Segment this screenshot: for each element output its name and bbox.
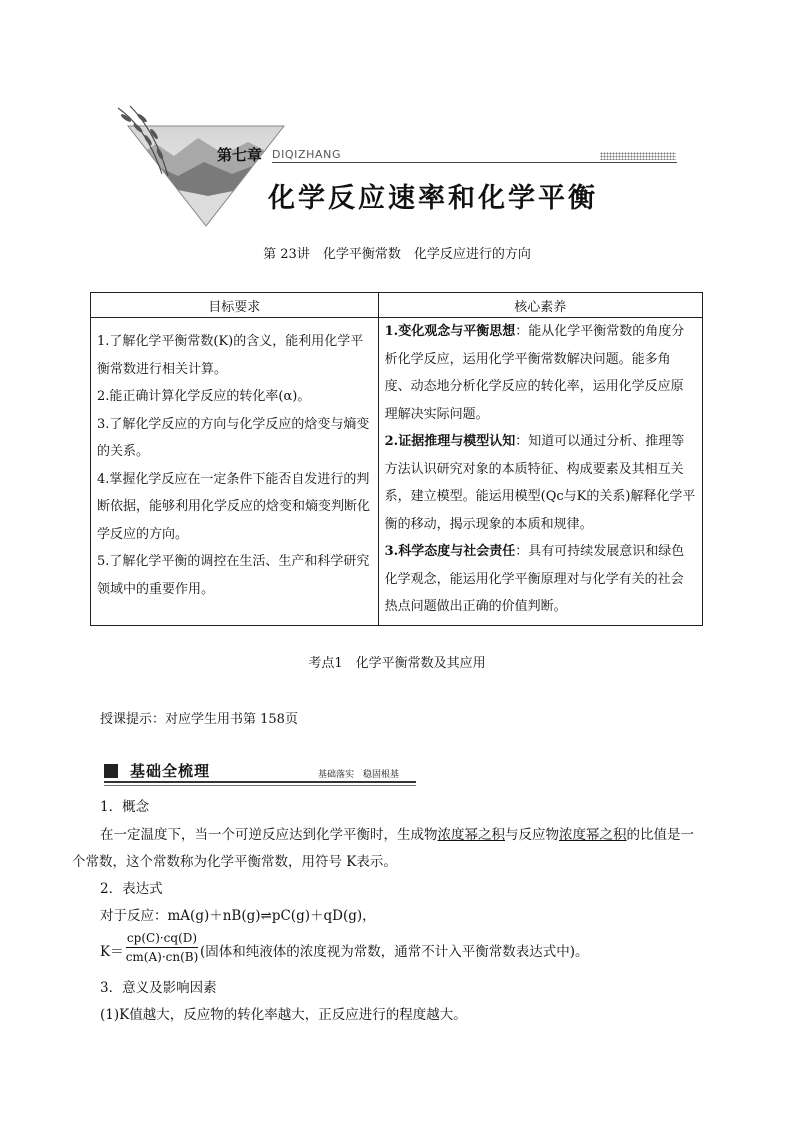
s1-text-b: 与反应物: [505, 827, 559, 843]
competency-body: ：知道可以通过分析、推理等方法认识研究对象的本质特征、构成要素及其相互关系，建立模型。能运用模型(Qc与K的关系)解释化学平衡的移动，揭示现象的本质和规律。: [384, 434, 696, 532]
col-header-goals: 目标要求: [91, 293, 379, 318]
goals-table-header: [91, 293, 703, 318]
s2-reaction: 对于反应：mA(g)＋nB(g)⇌pC(g)＋qD(g)，: [100, 908, 376, 924]
competency-head: 3.科学态度与社会责任: [384, 544, 516, 559]
competency-head: 2.证据推理与模型认知: [384, 434, 516, 449]
s1-heading: 1．概念: [100, 799, 150, 815]
chapter-title: 化学反应速率和化学平衡: [268, 183, 598, 214]
s1-paragraph-line2: 个常数，这个常数称为化学平衡常数，用符号 K表示。: [72, 854, 397, 870]
goal-item: 4.掌握化学反应在一定条件下能否自发进行的判断依据，能够利用化学反应的焓变和熵变判断化学反应的方向。: [97, 471, 371, 542]
s1-paragraph: [100, 823, 730, 843]
s1-text-a: 在一定温度下，当一个可逆反应达到化学平衡时，生成物: [100, 827, 438, 843]
banner-rule-thin: [104, 785, 416, 786]
s1-underline-2: 浓度幂之积: [559, 827, 627, 843]
competency-body: ：具有可持续发展意识和绿色化学观念，能运用化学平衡原理对与化学有关的社会热点问题做出正确的价值判断。: [384, 544, 685, 614]
banner-rule: [104, 781, 416, 783]
chapter-landscape-illustration: [108, 104, 288, 230]
competency-body: ：能从化学平衡常数的角度分析化学反应，运用化学平衡常数解决问题。能多角度、动态地分析化学反应的转化率，运用化学反应原理解决实际问题。: [384, 324, 685, 422]
chapter-pinyin: DIQIZHANG: [272, 148, 342, 161]
goals-table: [90, 292, 703, 626]
goal-item: 1.了解化学平衡常数(K)的含义，能利用化学平衡常数进行相关计算。: [97, 334, 364, 377]
lesson-title: 第 23讲 化学平衡常数 化学反应进行的方向: [263, 247, 531, 262]
k-denominator: cm(A)·cn(B): [125, 950, 199, 964]
goal-item: 3.了解化学反应的方向与化学反应的焓变与熵变的关系。: [97, 416, 370, 459]
goal-item: 2.能正确计算化学反应的转化率(α)。: [97, 389, 311, 404]
chapter-number: 第七章: [217, 146, 263, 164]
chapter-rule: [272, 162, 677, 163]
s1-underline-1: 浓度幂之积: [437, 827, 505, 843]
teaching-hint: 授课提示：对应学生用书第 158页: [100, 712, 298, 727]
col-header-competencies: 核心素养: [378, 293, 702, 318]
k-label: K＝: [100, 944, 124, 960]
banner-title: 基础全梳理: [130, 762, 211, 780]
chapter-dot-bar: [600, 152, 676, 160]
k-fraction-bar: [126, 947, 198, 948]
s3-heading: 3．意义及影响因素: [100, 980, 217, 996]
goal-item: 5.了解化学平衡的调控在生活、生产和科学研究领域中的重要作用。: [97, 554, 370, 597]
competency-item: [385, 428, 696, 538]
competency-head: 1.变化观念与平衡思想: [384, 324, 516, 339]
s1-text-c: 的比值是一: [626, 827, 694, 843]
s3-item-1: (1)K值越大，反应物的转化率越大，正反应进行的程度越大。: [100, 1007, 467, 1023]
goals-list: [91, 318, 379, 626]
s2-heading: 2．表达式: [100, 881, 163, 897]
goals-table-body: [91, 318, 703, 626]
banner-square-icon: [104, 764, 118, 778]
competency-item: [385, 318, 696, 428]
section-title: 考点1 化学平衡常数及其应用: [308, 656, 486, 671]
banner-subtitle: 基础落实 稳固根基: [318, 770, 400, 780]
k-note: (固体和纯液体的浓度视为常数，通常不计入平衡常数表达式中)。: [200, 944, 589, 960]
competency-item: [385, 538, 696, 621]
k-numerator: cp(C)·cq(D): [126, 931, 198, 945]
competency-list: [378, 318, 702, 626]
